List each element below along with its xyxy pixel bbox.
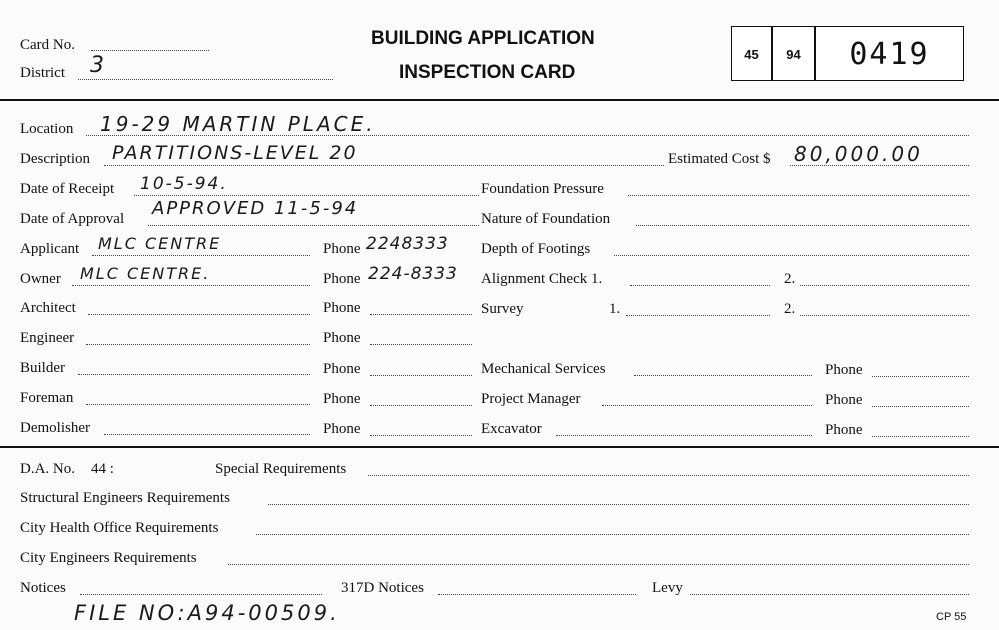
structural-requirements-line [268, 504, 969, 505]
depth-footings-line [614, 255, 969, 256]
builder-phone-line [370, 375, 472, 376]
mech-phone-label: Phone [825, 362, 863, 378]
application-number: 0419 [849, 37, 930, 72]
owner-phone-label: Phone [323, 271, 361, 287]
foundation-pressure-line [628, 195, 969, 196]
file-number: FILE NO:A94-00509. [74, 601, 340, 625]
alignment-check-label: Alignment Check 1. [481, 271, 603, 287]
applicant-phone-value: 2248333 [366, 234, 449, 254]
excavator-phone-label: Phone [825, 422, 863, 438]
survey-1-label: 1. [609, 301, 621, 317]
card-no-line [91, 50, 209, 51]
demolisher-label: Demolisher [20, 420, 90, 436]
mech-services-label: Mechanical Services [481, 361, 606, 377]
description-label: Description [20, 151, 90, 167]
engineer-line [86, 344, 310, 345]
notices-label: Notices [20, 580, 66, 596]
owner-phone-value: 224-8333 [368, 264, 458, 284]
owner-value: MLC CENTRE. [80, 264, 211, 283]
foreman-phone-label: Phone [323, 391, 361, 407]
city-engineers-line [228, 564, 969, 565]
applicant-label: Applicant [20, 241, 80, 257]
date-approval-line [148, 225, 479, 226]
form-code: CP 55 [936, 611, 967, 623]
special-requirements-line [368, 475, 969, 476]
nature-foundation-label: Nature of Foundation [481, 211, 611, 227]
date-receipt-line [134, 195, 479, 196]
location-value: 19-29 MARTIN PLACE. [100, 112, 376, 136]
project-manager-line [602, 405, 812, 406]
survey-label: Survey [481, 301, 524, 317]
foreman-phone-line [370, 405, 472, 406]
foreman-line [86, 404, 310, 405]
application-number-box [731, 26, 964, 81]
date-approval-value: APPROVED 11-5-94 [152, 198, 359, 219]
alignment-2-label: 2. [784, 271, 796, 287]
estimated-cost-value: 80,000.00 [794, 142, 923, 166]
special-requirements-label: Special Requirements [215, 461, 347, 477]
demolisher-phone-line [370, 435, 472, 436]
mech-services-line [634, 375, 812, 376]
health-requirements-line [256, 534, 969, 535]
card-title-line2: INSPECTION CARD [399, 62, 576, 83]
architect-phone-label: Phone [323, 300, 361, 316]
card-title-line1: BUILDING APPLICATION [371, 28, 595, 49]
box-cell-1: 45 [744, 47, 759, 62]
foundation-pressure-label: Foundation Pressure [481, 181, 604, 197]
survey-2-line [800, 315, 969, 316]
architect-phone-line [370, 314, 472, 315]
excavator-label: Excavator [481, 421, 542, 437]
date-receipt-label: Date of Receipt [20, 181, 115, 197]
architect-line [88, 314, 310, 315]
notices-line [80, 594, 322, 595]
date-approval-label: Date of Approval [20, 211, 125, 227]
engineer-label: Engineer [20, 330, 75, 346]
foreman-label: Foreman [20, 390, 74, 406]
description-value: PARTITIONS-LEVEL 20 [112, 142, 358, 164]
levy-label: Levy [652, 580, 683, 596]
engineer-phone-label: Phone [323, 330, 361, 346]
owner-line [72, 285, 310, 286]
builder-label: Builder [20, 360, 65, 376]
district-label: District [20, 65, 65, 81]
engineer-phone-line [370, 344, 472, 345]
city-engineers-label: City Engineers Requirements [20, 550, 197, 566]
date-receipt-value: 10-5-94. [140, 174, 228, 194]
nature-foundation-line [636, 225, 969, 226]
district-line [78, 79, 333, 80]
project-manager-label: Project Manager [481, 391, 581, 407]
district-value: 3 [90, 53, 106, 78]
notices-317d-line [438, 594, 636, 595]
survey-2-label: 2. [784, 301, 796, 317]
excavator-line [556, 435, 812, 436]
description-line [104, 165, 664, 166]
pm-phone-label: Phone [825, 392, 863, 408]
levy-line [690, 594, 969, 595]
pm-phone-line [872, 406, 969, 407]
box-cell-2: 94 [786, 47, 801, 62]
builder-phone-label: Phone [323, 361, 361, 377]
demolisher-line [104, 434, 310, 435]
mech-phone-line [872, 376, 969, 377]
estimated-cost-label: Estimated Cost $ [668, 151, 771, 167]
architect-label: Architect [20, 300, 76, 316]
header-rule [0, 99, 999, 101]
structural-requirements-label: Structural Engineers Requirements [20, 490, 230, 506]
alignment-1-line [630, 285, 770, 286]
applicant-value: MLC CENTRE [98, 234, 222, 253]
survey-1-line [626, 315, 770, 316]
owner-label: Owner [20, 271, 61, 287]
notices-317d-label: 317D Notices [341, 580, 424, 596]
applicant-line [92, 255, 310, 256]
location-label: Location [20, 121, 74, 137]
builder-line [78, 374, 310, 375]
excavator-phone-line [872, 436, 969, 437]
da-no-label: D.A. No. [20, 461, 75, 477]
middle-rule [0, 446, 999, 448]
card-no-label: Card No. [20, 37, 75, 53]
applicant-phone-label: Phone [323, 241, 361, 257]
depth-footings-label: Depth of Footings [481, 241, 591, 257]
da-no-value: 44 : [91, 461, 114, 477]
health-requirements-label: City Health Office Requirements [20, 520, 219, 536]
demolisher-phone-label: Phone [323, 421, 361, 437]
alignment-2-line [800, 285, 969, 286]
